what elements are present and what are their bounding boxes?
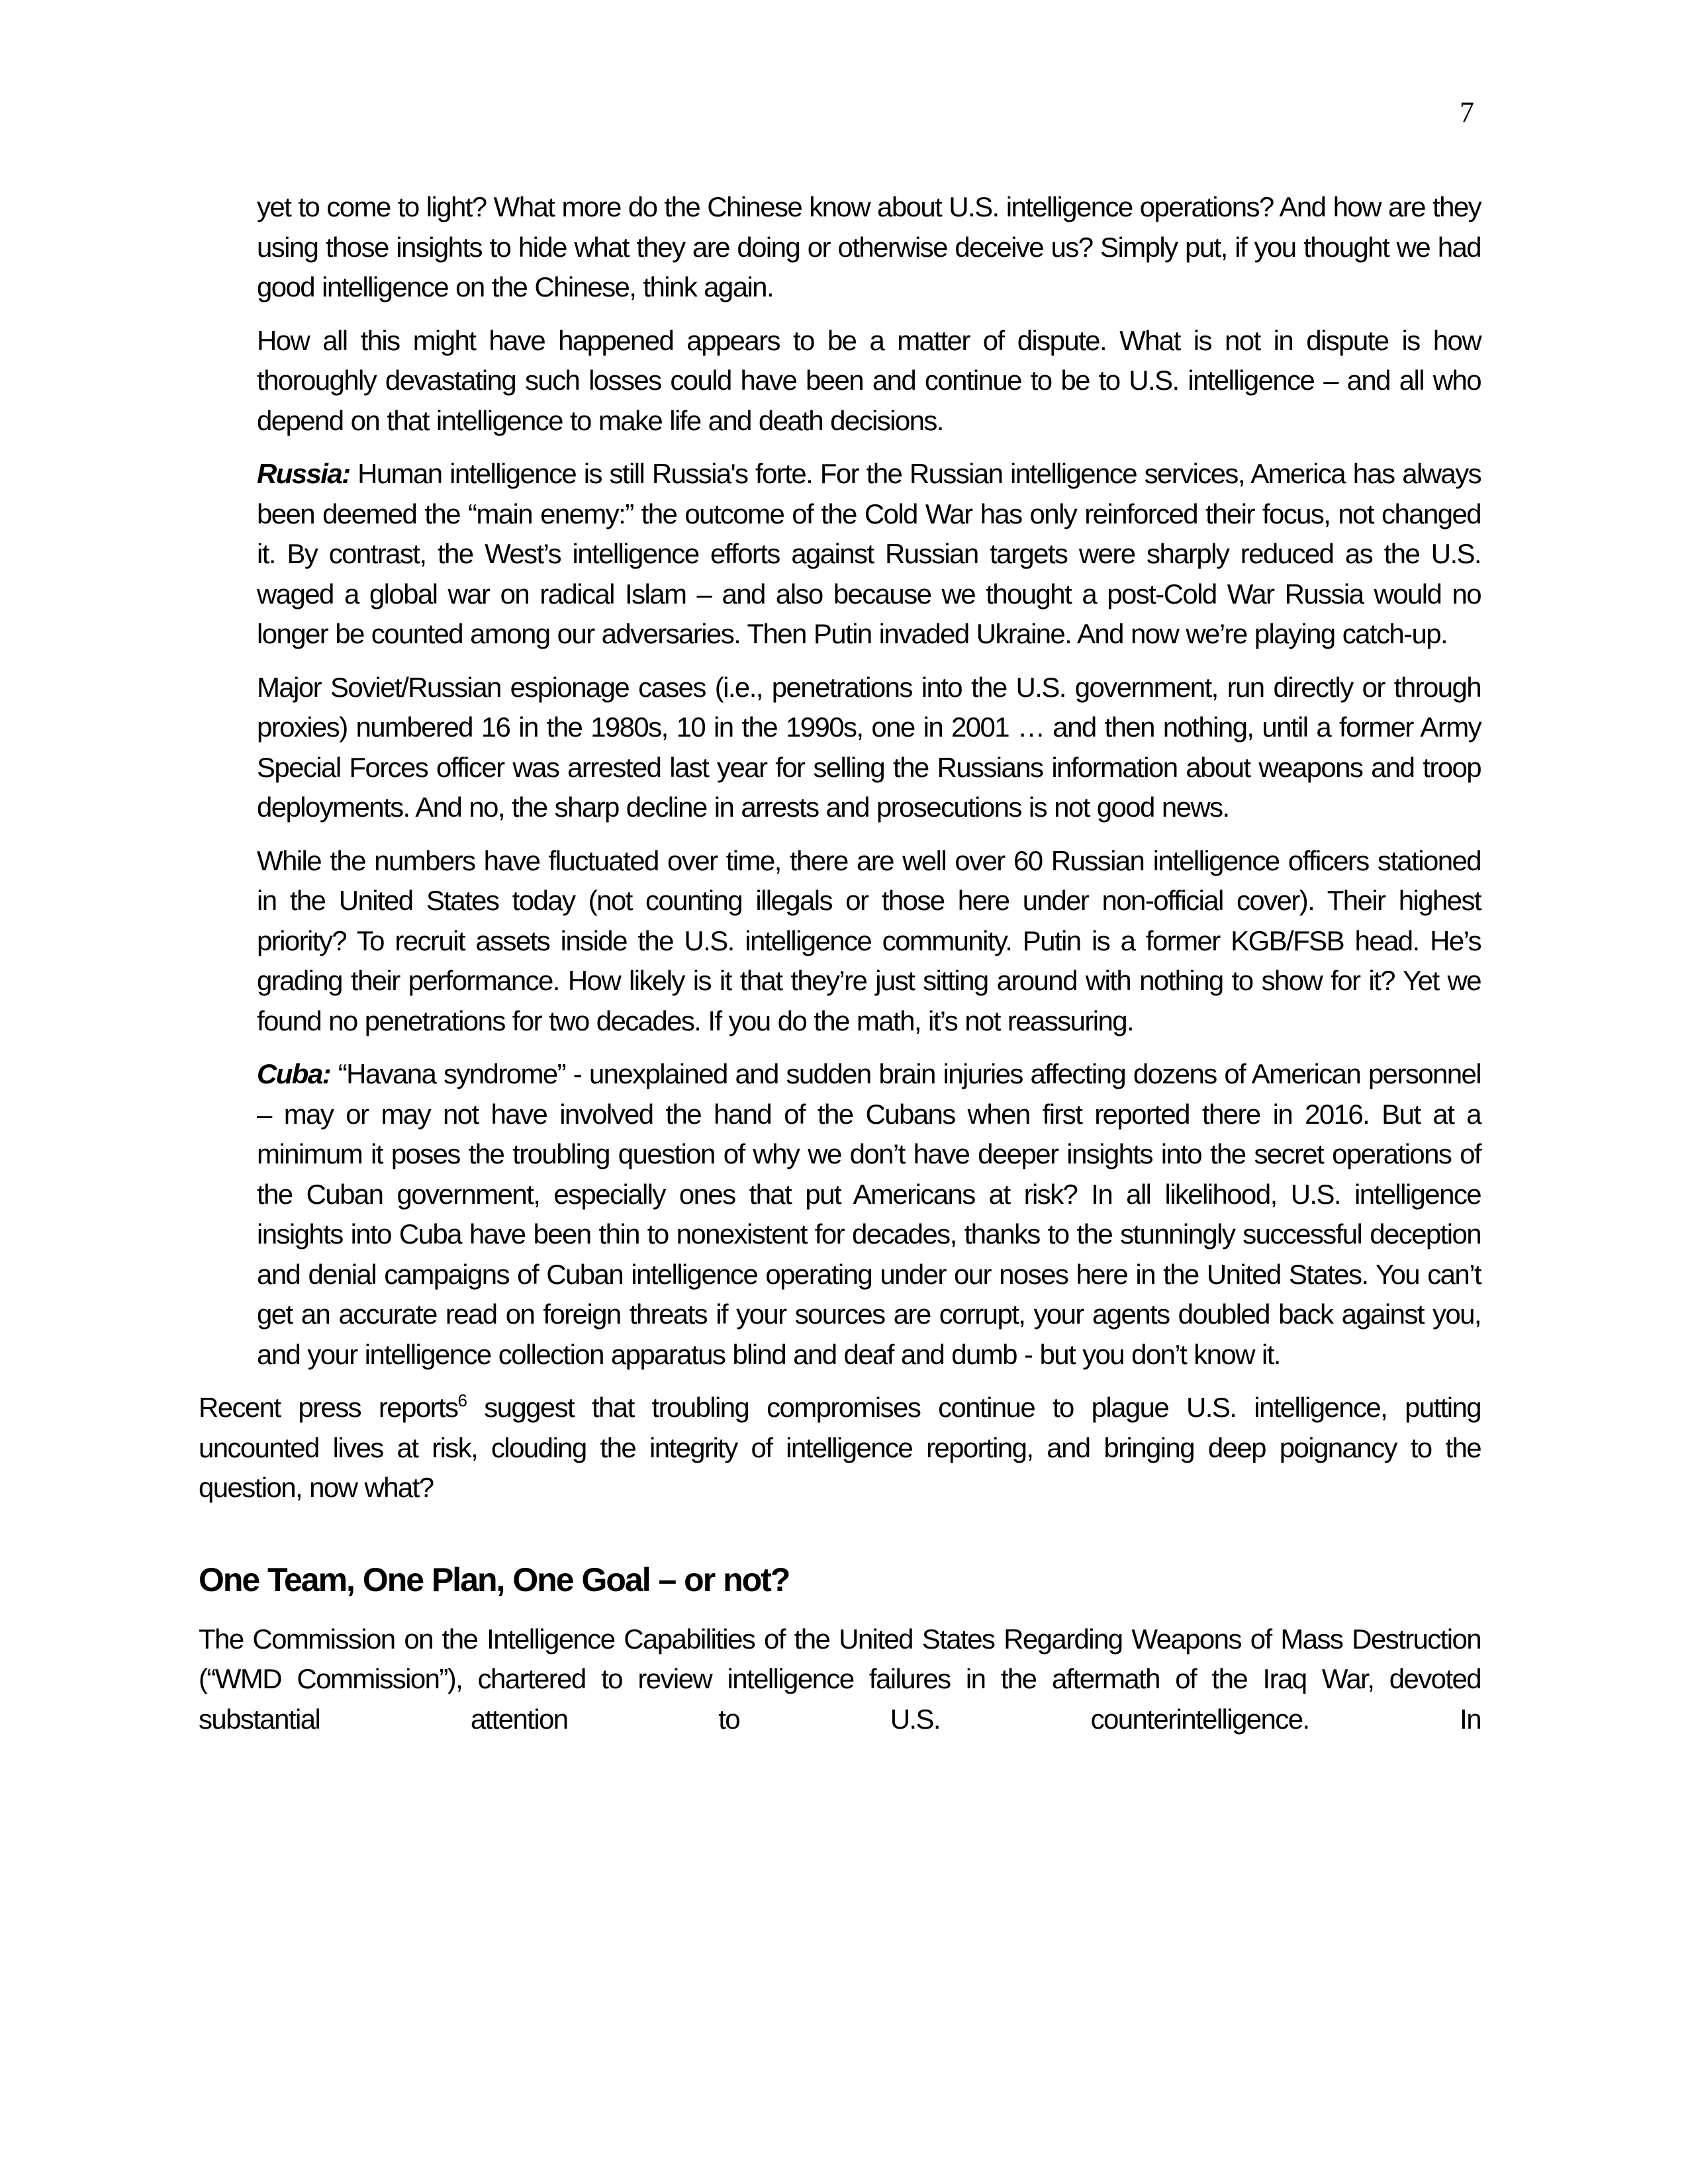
paragraph-russia xyxy=(257,454,1481,655)
footnote-reference[interactable]: 6 xyxy=(457,1390,467,1410)
russia-label: Russia: xyxy=(257,458,350,489)
paragraph-wmd-commission: The Commission on the Intelligence Capabilities of the United States Regarding Weapons of Mass Destruction (“WMD Commission”), chartered to review intelligence failures in the aftermath of the Iraq War, devoted substantial attention to U.S. counterintelligence. In xyxy=(199,1623,1481,1735)
paragraph-espionage-cases: Major Soviet/Russian espionage cases (i.e., penetrations into the U.S. government, run directly or through proxies) numbered 16 in the 1980s, 10 in the 1990s, one in 2001 … and then nothing, until a former Army Special Forces officer was arrested last year for selling the Russians information about weapons and troop deployments. And no, the sharp decline in arrests and prosecutions is not good news. xyxy=(257,671,1481,823)
paragraph-russian-officers: While the numbers have fluctuated over time, there are well over 60 Russian intelligence officers stationed in the United States today (not counting illegals or those here under non-official cover). Their highest priority? To recruit assets inside the U.S. intelligence community. Putin is a former KGB/FSB head. He’s grading their performance. How likely is it that they’re just sitting around with nothing to show for it? Yet we found no penetrations for two decades. If you do the math, it’s not reassuring. xyxy=(257,844,1481,1036)
paragraph-cuba xyxy=(257,1054,1481,1375)
section-heading: One Team, One Plan, One Goal – or not? xyxy=(199,1561,790,1598)
paragraph-chinese-continuation: yet to come to light? What more do the Chinese know about U.S. intelligence operations? And how are they using those insights to hide what they are doing or otherwise deceive us? Simply put, if you thought we had good intelligence on the Chinese, think again. xyxy=(257,191,1481,302)
russia-text: Human intelligence is still Russia's forte. For the Russian intelligence services, America has always been deemed the “main enemy:” the outcome of the Cold War has only reinforced their focus, not changed it. By contrast, the West’s intelligence efforts against Russian targets were sharply reduced as the U.S. waged a global war on radical Islam – and also because we thought a post-Cold War Russia would no longer be counted among our adversaries. Then Putin invaded Ukraine. And now we’re playing catch-up. xyxy=(257,458,1481,649)
page-body xyxy=(199,187,1481,1752)
cuba-text: “Havana syndrome” - unexplained and sudden brain injuries affecting dozens of American personnel – may or may not have involved the hand of the Cubans when first reported there in 2016. But at a minimum it poses the troubling question of why we don’t have deeper insights into the secret operations of the Cuban government, especially ones that put Americans at risk? In all likelihood, U.S. intelligence insights into Cuba have been thin to nonexistent for decades, thanks to the stunningly successful deception and denial campaigns of Cuban intelligence operating under our noses here in the United States. You can’t get an accurate read on foreign threats if your sources are corrupt, your agents doubled back against you, and your intelligence collection apparatus blind and deaf and dumb - but you don’t know it. xyxy=(257,1058,1481,1370)
paragraph-dispute: How all this might have happened appears to be a matter of dispute. What is not in dispute is how thoroughly devastating such losses could have been and continue to be to U.S. intelligence – and all who depend on that intelligence to make life and death decisions. xyxy=(257,324,1481,436)
press-reports-text-end: suggest that troubling compromises continue to plague U.S. intelligence, putting uncounted lives at risk, clouding the integrity of intelligence reporting, and bringing deep poignancy to the question, now what? xyxy=(199,1392,1481,1503)
press-reports-text-start: Recent press reports xyxy=(199,1392,458,1423)
cuba-label: Cuba: xyxy=(257,1058,330,1089)
page-number: 7 xyxy=(1460,96,1474,128)
paragraph-press-reports xyxy=(199,1388,1481,1508)
